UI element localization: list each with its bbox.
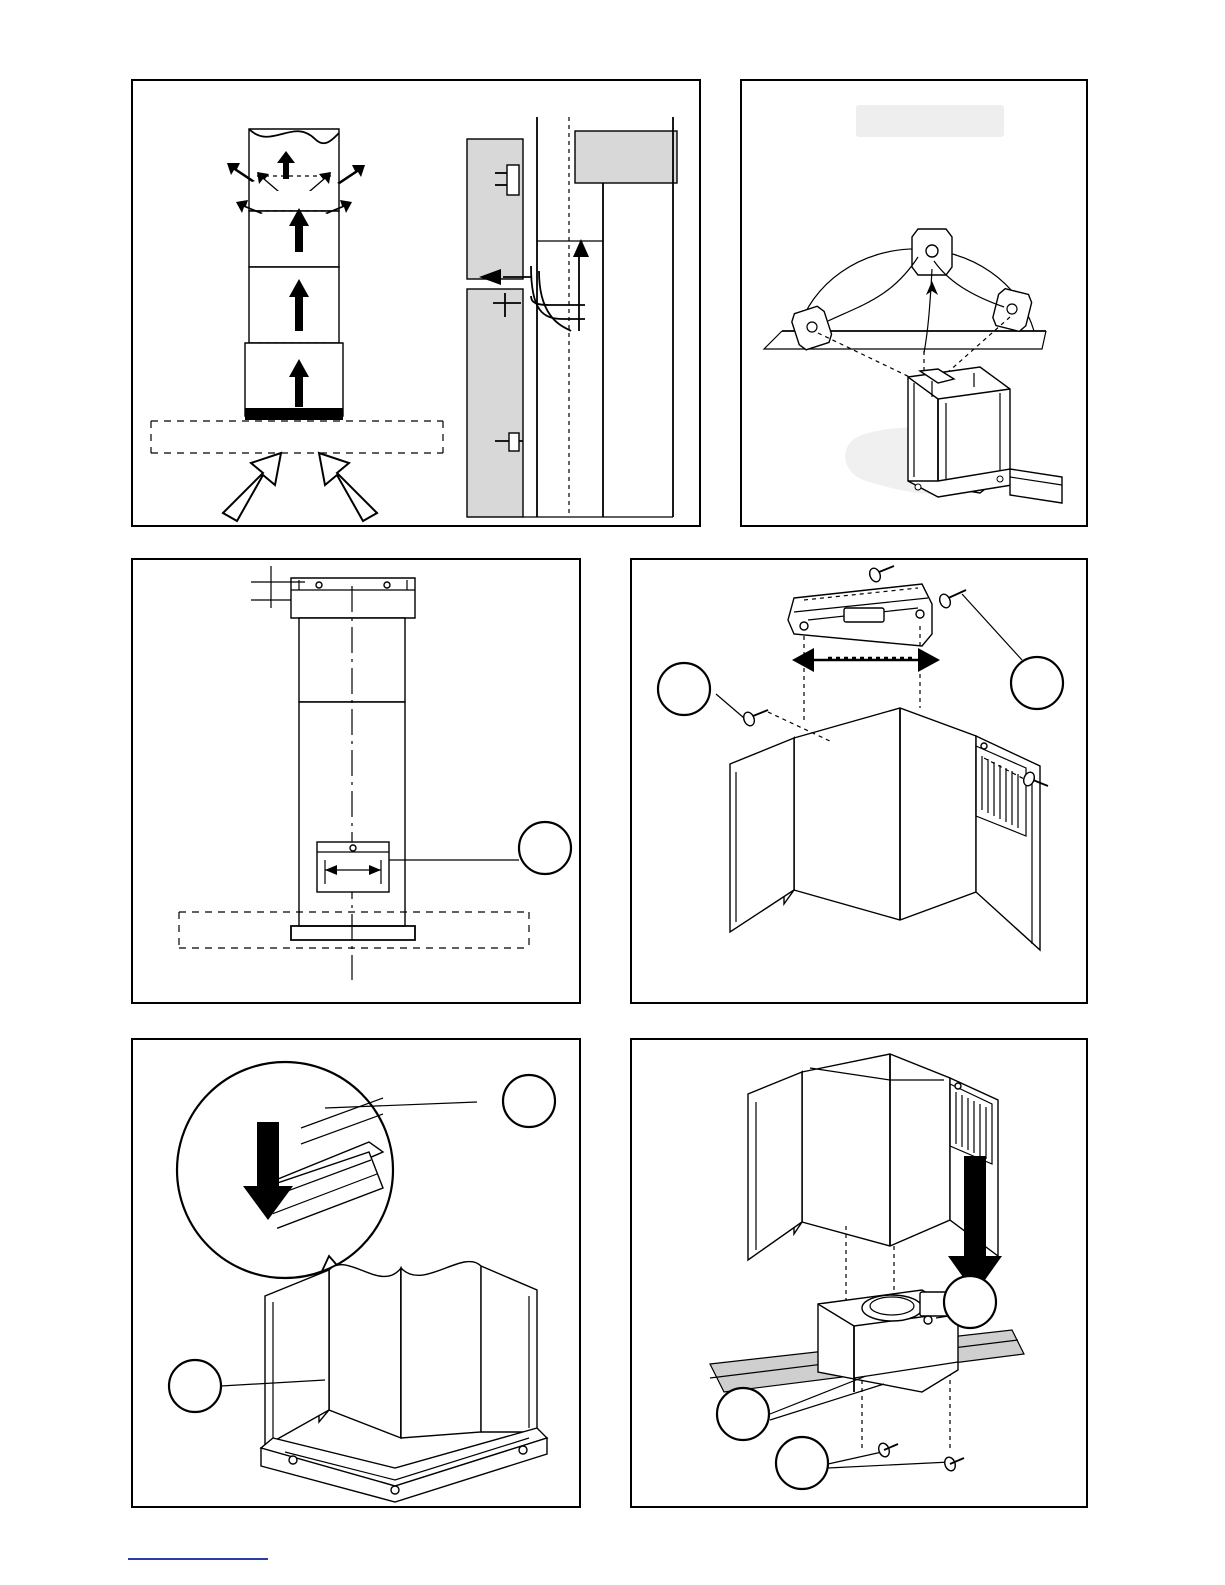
panel-slide-detail (131, 1038, 581, 1508)
blank-label-block (856, 105, 1004, 137)
callout-bubble (944, 1276, 996, 1328)
panel-chimney-centerline-dimension (131, 558, 581, 1004)
panel-airflow-and-duct-section (131, 79, 701, 527)
callout-bubble (169, 1360, 221, 1412)
callout-bubble (776, 1437, 828, 1489)
panel-5-graphic (133, 1040, 579, 1506)
panel-3-graphic (133, 560, 579, 1002)
panel-mounting-bracket-layout (740, 79, 1088, 527)
panel-4-graphic (632, 560, 1086, 1002)
callout-bubble (1011, 657, 1063, 709)
callout-bubble (519, 822, 571, 874)
callout-bubble (658, 663, 710, 715)
panel-2-graphic (742, 81, 1086, 525)
callout-bubble (503, 1075, 555, 1127)
footer-link-underline[interactable] (128, 1556, 268, 1560)
panel-6-graphic (632, 1040, 1086, 1506)
panel-hood-lowering-onto-base (630, 1038, 1088, 1508)
panel-1-graphic (133, 81, 699, 525)
panel-support-bracket-screw-assembly (630, 558, 1088, 1004)
callout-bubble (717, 1388, 769, 1440)
